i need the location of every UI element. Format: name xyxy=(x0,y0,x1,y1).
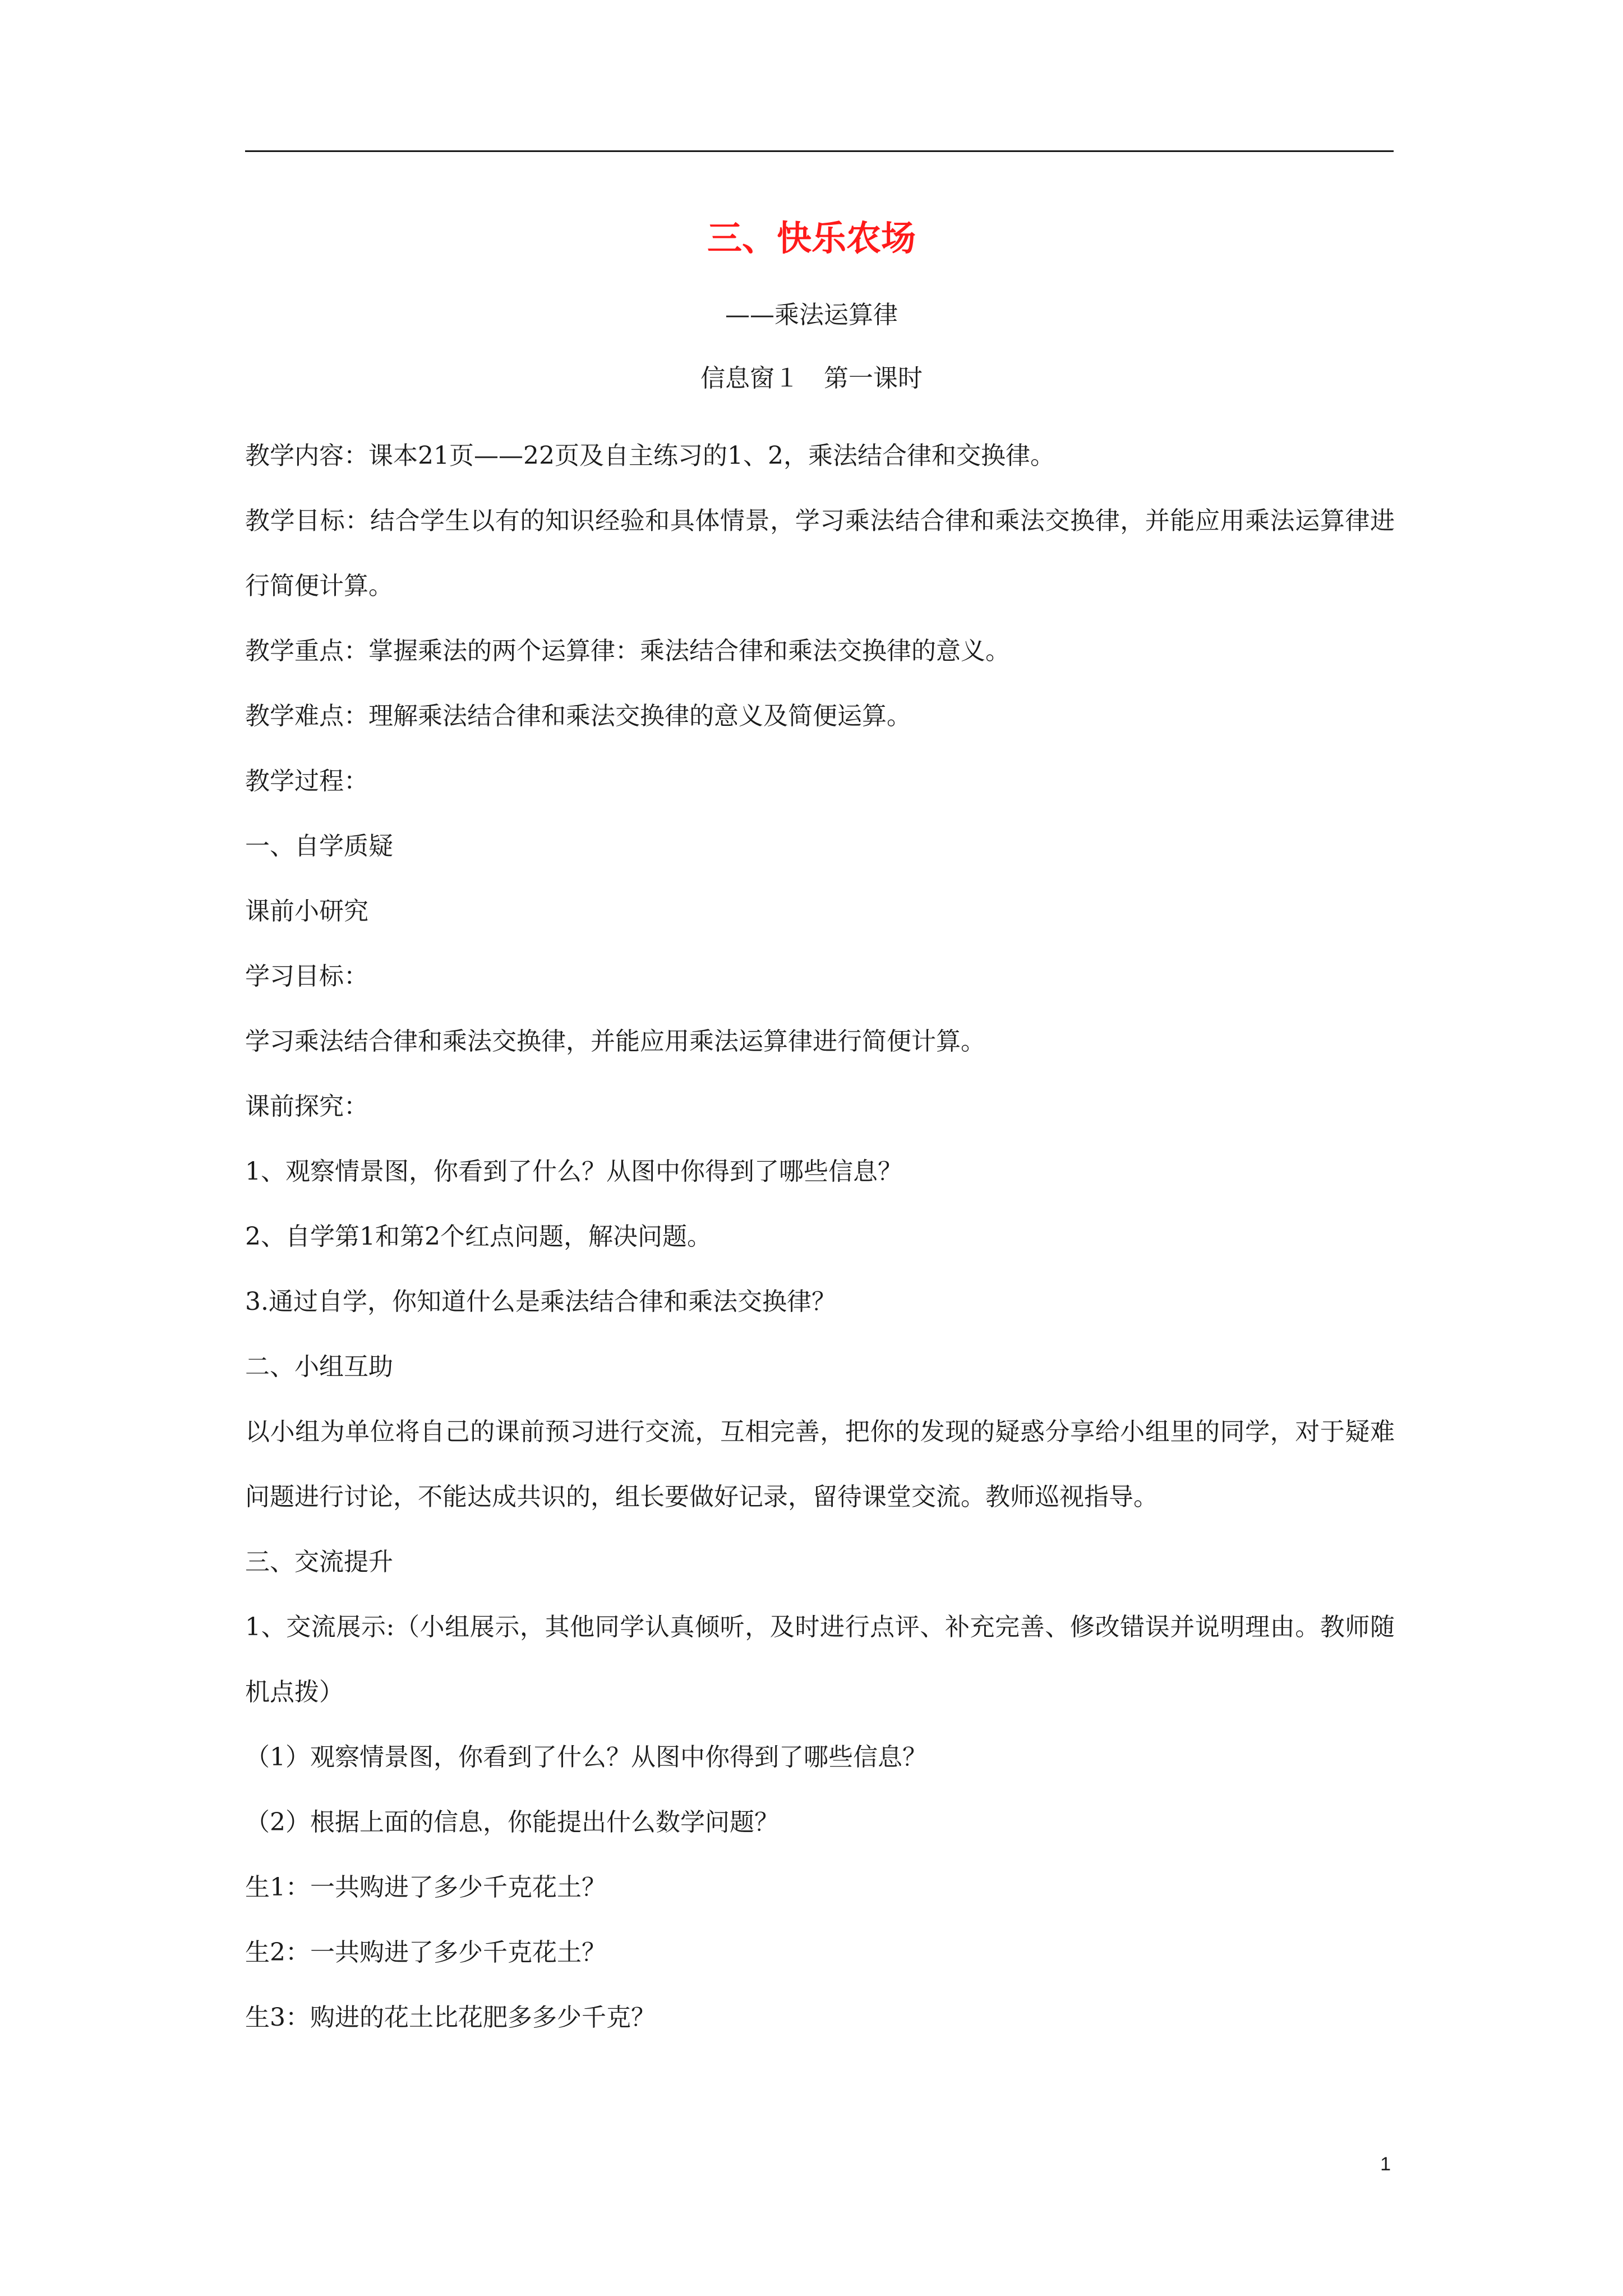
heading-exchange: 三、交流提升 xyxy=(245,1548,393,1576)
paragraph-teaching-process: 教学过程： xyxy=(245,767,368,795)
list-item-question-1: （1）观察情景图，你看到了什么？从图中你得到了哪些信息？ xyxy=(245,1743,927,1772)
paragraph-pre-class-study: 课前小研究 xyxy=(245,897,368,926)
paragraph-learning-goal-label: 学习目标： xyxy=(245,962,368,991)
paragraph-learning-goal: 学习乘法结合律和乘法交换律，并能应用乘法运算律进行简便计算。 xyxy=(245,1027,985,1056)
list-item-student-1: 生1：一共购进了多少千克花土？ xyxy=(245,1873,606,1902)
section-heading: 信息窗１ 第一课时 xyxy=(700,364,923,393)
document-title: 三、快乐农场 xyxy=(707,218,916,259)
heading-group-help: 二、小组互助 xyxy=(245,1352,393,1381)
paragraph-teaching-content: 教学内容：课本21页——22页及自主练习的1、2，乘法结合律和交换律。 xyxy=(245,441,1055,470)
page-number: 1 xyxy=(1380,2154,1391,2175)
header-rule xyxy=(245,150,1394,152)
list-item-student-3: 生3：购进的花土比花肥多多少千克？ xyxy=(245,2003,656,2032)
document-subtitle: ——乘法运算律 xyxy=(725,301,898,329)
paragraph-pre-class-explore: 课前探究： xyxy=(245,1092,368,1121)
list-item-student-2: 生2：一共购进了多少千克花土？ xyxy=(245,1938,606,1967)
document-body xyxy=(245,424,1395,2050)
paragraph-group-help: 以小组为单位将自己的课前预习进行交流，互相完善，把你的发现的疑惑分享给小组里的同学，对于疑难问题进行讨论，不能达成共识的，组长要做好记录，留待课堂交流。教师巡视指导。 xyxy=(245,1418,1395,1511)
heading-self-study: 一、自学质疑 xyxy=(245,832,393,861)
paragraph-teaching-difficulty: 教学难点：理解乘法结合律和乘法交换律的意义及简便运算。 xyxy=(245,702,911,730)
paragraph-exchange-show: 1、交流展示:（小组展示，其他同学认真倾听，及时进行点评、补充完善、修改错误并说明理由。教师随机点拨） xyxy=(245,1613,1395,1706)
list-item-explore-1: 1、观察情景图，你看到了什么？从图中你得到了哪些信息？ xyxy=(245,1157,902,1186)
paragraph-teaching-goal: 教学目标：结合学生以有的知识经验和具体情景，学习乘法结合律和乘法交换律，并能应用乘法运算律进行简便计算。 xyxy=(245,507,1395,600)
list-item-explore-3: 3.通过自学，你知道什么是乘法结合律和乘法交换律？ xyxy=(245,1287,836,1316)
paragraph-teaching-key-point: 教学重点：掌握乘法的两个运算律：乘法结合律和乘法交换律的意义。 xyxy=(245,637,1010,665)
list-item-explore-2: 2、自学第1和第2个红点问题，解决问题。 xyxy=(245,1222,712,1251)
list-item-question-2: （2）根据上面的信息，你能提出什么数学问题？ xyxy=(245,1808,779,1837)
